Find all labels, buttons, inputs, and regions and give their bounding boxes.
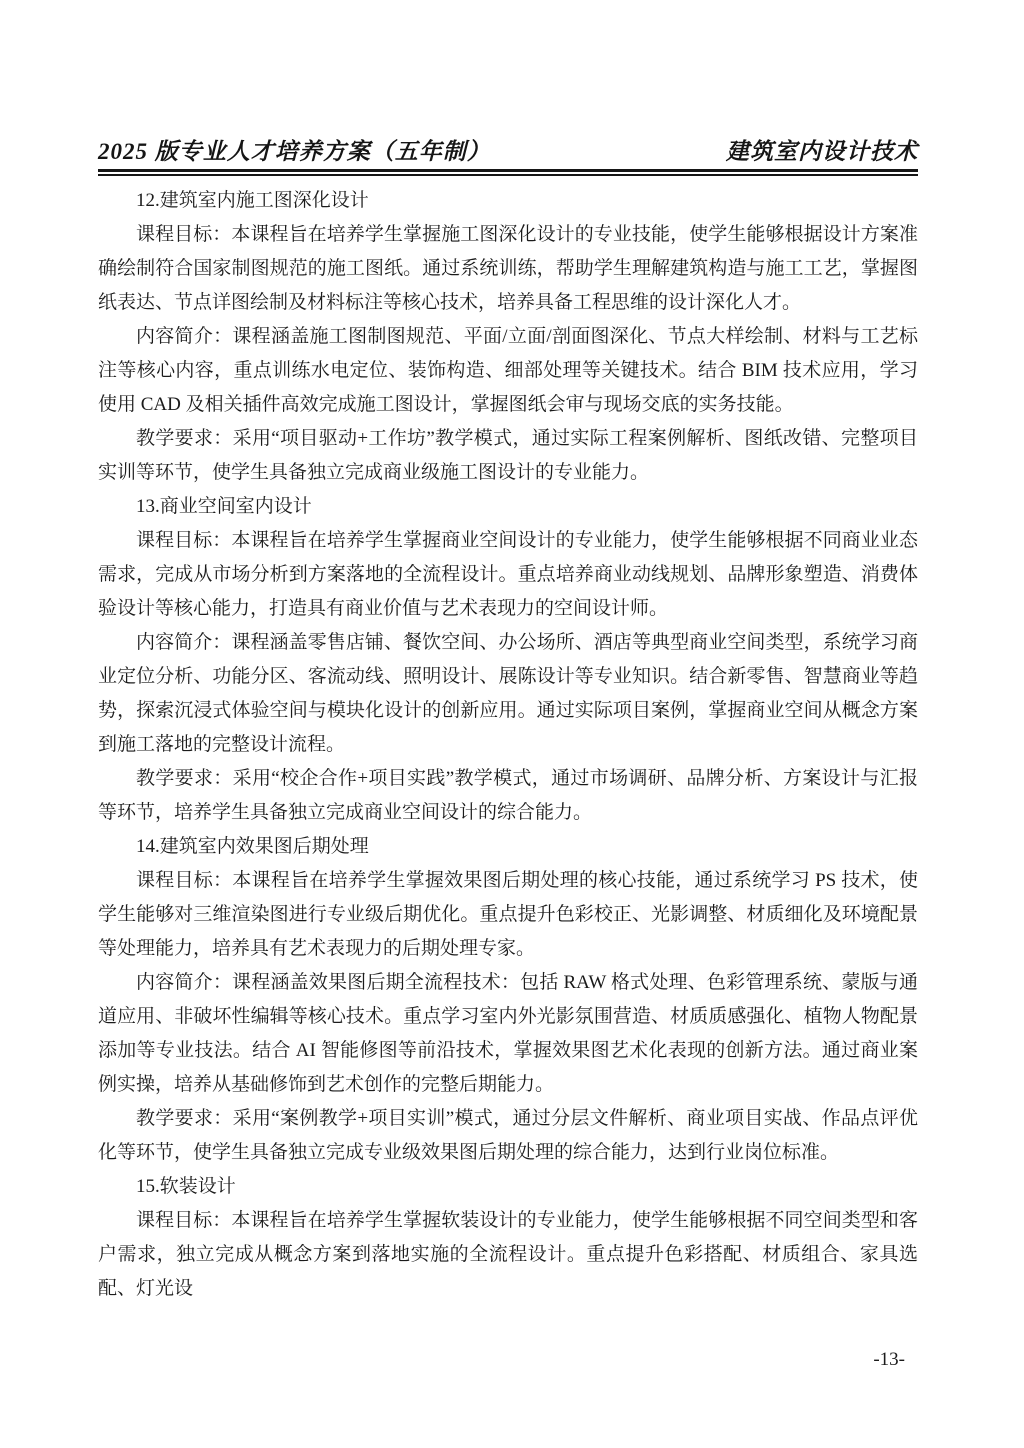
paragraph-teaching-requirement: 教学要求：采用“校企合作+项目实践”教学模式，通过市场调研、品牌分析、方案设计与汇报等环节，培养学生具备独立完成商业空间设计的综合能力。 — [98, 768, 918, 823]
page-content — [98, 138, 918, 1306]
paragraph-content-intro: 内容简介：课程涵盖效果图后期全流程技术：包括 RAW 格式处理、色彩管理系统、蒙版与通道应用、非破坏性编辑等核心技术。重点学习室内外光影氛围营造、材质质感强化、植物人物配景添加等专业技法。结合 AI 智能修图等前沿技术，掌握效果图艺术化表现的创新方法。通过商业案例实操，培养从基础修饰到艺术创作的完整后期能力。 — [98, 972, 918, 1095]
page-number: -13- — [873, 1349, 905, 1370]
paragraph-course-goal: 课程目标：本课程旨在培养学生掌握软装设计的专业能力，使学生能够根据不同空间类型和客户需求，独立完成从概念方案到落地实施的全流程设计。重点提升色彩搭配、材质组合、家具选配、灯光设 — [98, 1210, 918, 1299]
paragraph-content-intro: 内容简介：课程涵盖零售店铺、餐饮空间、办公场所、酒店等典型商业空间类型，系统学习商业定位分析、功能分区、客流动线、照明设计、展陈设计等专业知识。结合新零售、智慧商业等趋势，探索沉浸式体验空间与模块化设计的创新应用。通过实际项目案例，掌握商业空间从概念方案到施工落地的完整设计流程。 — [98, 632, 918, 755]
paragraph-course-goal: 课程目标：本课程旨在培养学生掌握商业空间设计的专业能力，使学生能够根据不同商业业态需求，完成从市场分析到方案落地的全流程设计。重点培养商业动线规划、品牌形象塑造、消费体验设计等核心能力，打造具有商业价值与艺术表现力的空间设计师。 — [98, 530, 918, 619]
document-body — [98, 184, 918, 1306]
header-title-left: 2025 版专业人才培养方案（五年制） — [98, 139, 491, 164]
paragraph-content-intro: 内容简介：课程涵盖施工图制图规范、平面/立面/剖面图深化、节点大样绘制、材料与工艺标注等核心内容，重点训练水电定位、装饰构造、细部处理等关键技术。结合 BIM 技术应用，学习使用 CAD 及相关插件高效完成施工图设计，掌握图纸会审与现场交底的实务技能。 — [98, 326, 918, 415]
paragraph-course-goal: 课程目标：本课程旨在培养学生掌握施工图深化设计的专业技能，使学生能够根据设计方案准确绘制符合国家制图规范的施工图纸。通过系统训练，帮助学生理解建筑构造与施工工艺，掌握图纸表达、节点详图绘制及材料标注等核心技术，培养具备工程思维的设计深化人才。 — [98, 224, 918, 313]
section-heading-12: 12.建筑室内施工图深化设计 — [136, 190, 369, 211]
paragraph-teaching-requirement: 教学要求：采用“案例教学+项目实训”模式，通过分层文件解析、商业项目实战、作品点评优化等环节，使学生具备独立完成专业级效果图后期处理的综合能力，达到行业岗位标准。 — [98, 1108, 918, 1163]
section-heading-15: 15.软装设计 — [136, 1176, 236, 1197]
header-title-right: 建筑室内设计技术 — [726, 139, 918, 164]
running-header — [98, 138, 918, 166]
paragraph-course-goal: 课程目标：本课程旨在培养学生掌握效果图后期处理的核心技能，通过系统学习 PS 技术，使学生能够对三维渲染图进行专业级后期优化。重点提升色彩校正、光影调整、材质细化及环境配景等处理能力，培养具有艺术表现力的后期处理专家。 — [98, 870, 918, 959]
section-heading-13: 13.商业空间室内设计 — [136, 496, 312, 517]
paragraph-teaching-requirement: 教学要求：采用“项目驱动+工作坊”教学模式，通过实际工程案例解析、图纸改错、完整项目实训等环节，使学生具备独立完成商业级施工图设计的专业能力。 — [98, 428, 918, 483]
section-heading-14: 14.建筑室内效果图后期处理 — [136, 836, 369, 857]
header-rule — [98, 169, 918, 176]
